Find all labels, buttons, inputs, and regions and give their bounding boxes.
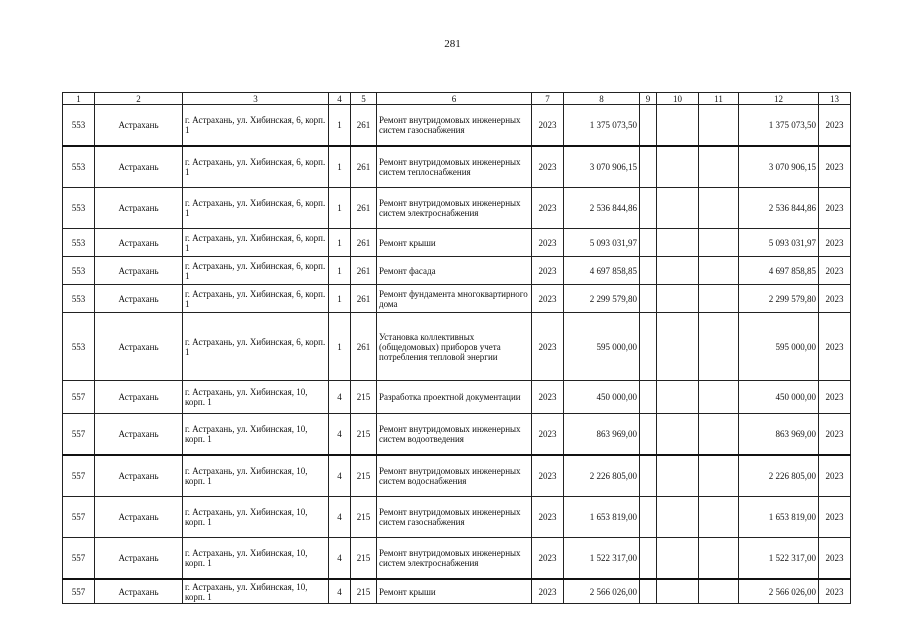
cell-address: г. Астрахань, ул. Хибинская, 6, корп. 1	[183, 313, 329, 381]
cell-id: 553	[63, 285, 95, 313]
cell-id: 557	[63, 579, 95, 604]
cell-total: 1 522 317,00	[739, 538, 819, 580]
cell-work-type: Ремонт внутридомовых инженерных систем теплоснабжения	[377, 146, 532, 188]
cell-end-year: 2023	[819, 146, 851, 188]
cell-total: 2 566 026,00	[739, 579, 819, 604]
cell-year: 2023	[532, 538, 564, 580]
cell-col4: 4	[329, 579, 351, 604]
table-row	[63, 455, 851, 497]
cell-amount: 1 522 317,00	[564, 538, 640, 580]
cell-col11	[699, 497, 739, 538]
column-number-row	[63, 93, 851, 105]
cell-year: 2023	[532, 188, 564, 229]
column-header: 9	[640, 93, 657, 105]
cell-address: г. Астрахань, ул. Хибинская, 6, корп. 1	[183, 257, 329, 285]
cell-end-year: 2023	[819, 285, 851, 313]
table-row	[63, 229, 851, 257]
cell-amount: 1 375 073,50	[564, 105, 640, 147]
cell-col10	[657, 497, 699, 538]
cell-col11	[699, 579, 739, 604]
cell-amount: 863 969,00	[564, 414, 640, 456]
cell-year: 2023	[532, 497, 564, 538]
page-number: 281	[444, 38, 461, 50]
column-header: 2	[95, 93, 183, 105]
cell-col4: 4	[329, 538, 351, 580]
cell-work-type: Ремонт крыши	[377, 229, 532, 257]
cell-year: 2023	[532, 146, 564, 188]
cell-work-type: Ремонт фасада	[377, 257, 532, 285]
cell-col10	[657, 146, 699, 188]
cell-end-year: 2023	[819, 313, 851, 381]
cell-address: г. Астрахань, ул. Хибинская, 6, корп. 1	[183, 285, 329, 313]
cell-total: 2 299 579,80	[739, 285, 819, 313]
cell-work-type: Ремонт внутридомовых инженерных систем газоснабжения	[377, 497, 532, 538]
cell-id: 557	[63, 455, 95, 497]
cell-col11	[699, 313, 739, 381]
column-header: 10	[657, 93, 699, 105]
table-row	[63, 497, 851, 538]
cell-total: 863 969,00	[739, 414, 819, 456]
cell-work-type: Ремонт внутридомовых инженерных систем электроснабжения	[377, 188, 532, 229]
cell-year: 2023	[532, 285, 564, 313]
cell-amount: 1 653 819,00	[564, 497, 640, 538]
table-row	[63, 285, 851, 313]
cell-col4: 4	[329, 381, 351, 414]
cell-col10	[657, 229, 699, 257]
cell-col11	[699, 414, 739, 456]
cell-col9	[640, 313, 657, 381]
cell-city: Астрахань	[95, 414, 183, 456]
cell-col5: 215	[351, 497, 377, 538]
cell-col10	[657, 257, 699, 285]
cell-work-type: Ремонт внутридомовых инженерных систем газоснабжения	[377, 105, 532, 147]
cell-work-type: Установка коллективных (общедомовых) приборов учета потребления тепловой энергии	[377, 313, 532, 381]
cell-col10	[657, 414, 699, 456]
column-header: 8	[564, 93, 640, 105]
cell-amount: 450 000,00	[564, 381, 640, 414]
cell-address: г. Астрахань, ул. Хибинская, 6, корп. 1	[183, 105, 329, 147]
cell-col9	[640, 105, 657, 147]
cell-id: 553	[63, 313, 95, 381]
cell-col4: 1	[329, 229, 351, 257]
cell-address: г. Астрахань, ул. Хибинская, 10, корп. 1	[183, 579, 329, 604]
cell-total: 595 000,00	[739, 313, 819, 381]
cell-address: г. Астрахань, ул. Хибинская, 6, корп. 1	[183, 229, 329, 257]
table-row	[63, 414, 851, 456]
cell-col4: 4	[329, 497, 351, 538]
cell-col5: 215	[351, 414, 377, 456]
cell-col9	[640, 257, 657, 285]
cell-end-year: 2023	[819, 188, 851, 229]
cell-total: 2 226 805,00	[739, 455, 819, 497]
cell-year: 2023	[532, 229, 564, 257]
cell-city: Астрахань	[95, 381, 183, 414]
cell-work-type: Ремонт внутридомовых инженерных систем водоснабжения	[377, 455, 532, 497]
cell-address: г. Астрахань, ул. Хибинская, 10, корп. 1	[183, 381, 329, 414]
cell-col5: 215	[351, 538, 377, 580]
cell-amount: 595 000,00	[564, 313, 640, 381]
cell-col11	[699, 285, 739, 313]
cell-end-year: 2023	[819, 414, 851, 456]
column-header: 6	[377, 93, 532, 105]
cell-total: 1 375 073,50	[739, 105, 819, 147]
cell-col9	[640, 229, 657, 257]
cell-id: 553	[63, 257, 95, 285]
cell-work-type: Ремонт внутридомовых инженерных систем электроснабжения	[377, 538, 532, 580]
cell-work-type: Разработка проектной документации	[377, 381, 532, 414]
cell-city: Астрахань	[95, 229, 183, 257]
cell-amount: 2 536 844,86	[564, 188, 640, 229]
cell-city: Астрахань	[95, 579, 183, 604]
cell-id: 557	[63, 381, 95, 414]
cell-col9	[640, 579, 657, 604]
cell-col5: 261	[351, 188, 377, 229]
cell-col5: 261	[351, 257, 377, 285]
cell-id: 557	[63, 497, 95, 538]
cell-end-year: 2023	[819, 579, 851, 604]
cell-col5: 261	[351, 313, 377, 381]
table-row	[63, 579, 851, 604]
table-row	[63, 105, 851, 147]
column-header: 12	[739, 93, 819, 105]
cell-col10	[657, 538, 699, 580]
repair-program-table	[62, 92, 851, 604]
cell-year: 2023	[532, 105, 564, 147]
cell-col4: 1	[329, 257, 351, 285]
cell-city: Астрахань	[95, 188, 183, 229]
cell-address: г. Астрахань, ул. Хибинская, 6, корп. 1	[183, 146, 329, 188]
cell-col9	[640, 414, 657, 456]
cell-amount: 2 226 805,00	[564, 455, 640, 497]
column-header: 7	[532, 93, 564, 105]
column-header: 4	[329, 93, 351, 105]
cell-address: г. Астрахань, ул. Хибинская, 10, корп. 1	[183, 538, 329, 580]
column-header: 5	[351, 93, 377, 105]
cell-col10	[657, 381, 699, 414]
cell-city: Астрахань	[95, 313, 183, 381]
cell-col10	[657, 455, 699, 497]
cell-col9	[640, 497, 657, 538]
cell-id: 557	[63, 414, 95, 456]
cell-address: г. Астрахань, ул. Хибинская, 10, корп. 1	[183, 455, 329, 497]
cell-col9	[640, 381, 657, 414]
cell-col11	[699, 146, 739, 188]
cell-end-year: 2023	[819, 381, 851, 414]
cell-work-type: Ремонт крыши	[377, 579, 532, 604]
cell-col10	[657, 105, 699, 147]
cell-amount: 5 093 031,97	[564, 229, 640, 257]
cell-address: г. Астрахань, ул. Хибинская, 10, корп. 1	[183, 497, 329, 538]
cell-col11	[699, 381, 739, 414]
cell-work-type: Ремонт фундамента многоквартирного дома	[377, 285, 532, 313]
table-row	[63, 188, 851, 229]
cell-col11	[699, 229, 739, 257]
column-header: 3	[183, 93, 329, 105]
cell-id: 553	[63, 105, 95, 147]
cell-col11	[699, 257, 739, 285]
table-row	[63, 381, 851, 414]
table-row	[63, 257, 851, 285]
cell-col4: 1	[329, 105, 351, 147]
cell-year: 2023	[532, 414, 564, 456]
cell-col5: 261	[351, 105, 377, 147]
table-row	[63, 146, 851, 188]
cell-id: 557	[63, 538, 95, 580]
cell-col9	[640, 146, 657, 188]
cell-col4: 1	[329, 146, 351, 188]
cell-col5: 261	[351, 285, 377, 313]
column-header: 11	[699, 93, 739, 105]
cell-address: г. Астрахань, ул. Хибинская, 10, корп. 1	[183, 414, 329, 456]
cell-col11	[699, 188, 739, 229]
cell-col11	[699, 455, 739, 497]
cell-address: г. Астрахань, ул. Хибинская, 6, корп. 1	[183, 188, 329, 229]
cell-col10	[657, 285, 699, 313]
table-row	[63, 313, 851, 381]
cell-total: 2 536 844,86	[739, 188, 819, 229]
cell-amount: 4 697 858,85	[564, 257, 640, 285]
cell-year: 2023	[532, 313, 564, 381]
cell-col5: 215	[351, 579, 377, 604]
cell-id: 553	[63, 188, 95, 229]
cell-col11	[699, 105, 739, 147]
cell-amount: 3 070 906,15	[564, 146, 640, 188]
cell-work-type: Ремонт внутридомовых инженерных систем водоотведения	[377, 414, 532, 456]
column-header: 1	[63, 93, 95, 105]
cell-col11	[699, 538, 739, 580]
cell-city: Астрахань	[95, 538, 183, 580]
cell-total: 1 653 819,00	[739, 497, 819, 538]
cell-col9	[640, 455, 657, 497]
cell-col9	[640, 538, 657, 580]
cell-city: Астрахань	[95, 497, 183, 538]
cell-city: Астрахань	[95, 285, 183, 313]
cell-city: Астрахань	[95, 257, 183, 285]
cell-col4: 1	[329, 313, 351, 381]
cell-col4: 4	[329, 414, 351, 456]
cell-col10	[657, 188, 699, 229]
cell-end-year: 2023	[819, 229, 851, 257]
cell-year: 2023	[532, 579, 564, 604]
cell-col5: 215	[351, 381, 377, 414]
cell-end-year: 2023	[819, 497, 851, 538]
cell-city: Астрахань	[95, 105, 183, 147]
cell-col5: 261	[351, 229, 377, 257]
cell-col5: 261	[351, 146, 377, 188]
cell-col10	[657, 313, 699, 381]
cell-id: 553	[63, 146, 95, 188]
cell-col9	[640, 188, 657, 229]
cell-year: 2023	[532, 381, 564, 414]
cell-year: 2023	[532, 455, 564, 497]
cell-col4: 1	[329, 188, 351, 229]
cell-end-year: 2023	[819, 455, 851, 497]
cell-amount: 2 566 026,00	[564, 579, 640, 604]
cell-total: 3 070 906,15	[739, 146, 819, 188]
column-header: 13	[819, 93, 851, 105]
cell-city: Астрахань	[95, 146, 183, 188]
cell-total: 450 000,00	[739, 381, 819, 414]
cell-total: 4 697 858,85	[739, 257, 819, 285]
cell-col10	[657, 579, 699, 604]
cell-end-year: 2023	[819, 257, 851, 285]
cell-col5: 215	[351, 455, 377, 497]
cell-id: 553	[63, 229, 95, 257]
cell-col4: 1	[329, 285, 351, 313]
cell-col4: 4	[329, 455, 351, 497]
cell-amount: 2 299 579,80	[564, 285, 640, 313]
table-row	[63, 538, 851, 580]
cell-year: 2023	[532, 257, 564, 285]
cell-city: Астрахань	[95, 455, 183, 497]
cell-end-year: 2023	[819, 538, 851, 580]
cell-end-year: 2023	[819, 105, 851, 147]
cell-total: 5 093 031,97	[739, 229, 819, 257]
cell-col9	[640, 285, 657, 313]
